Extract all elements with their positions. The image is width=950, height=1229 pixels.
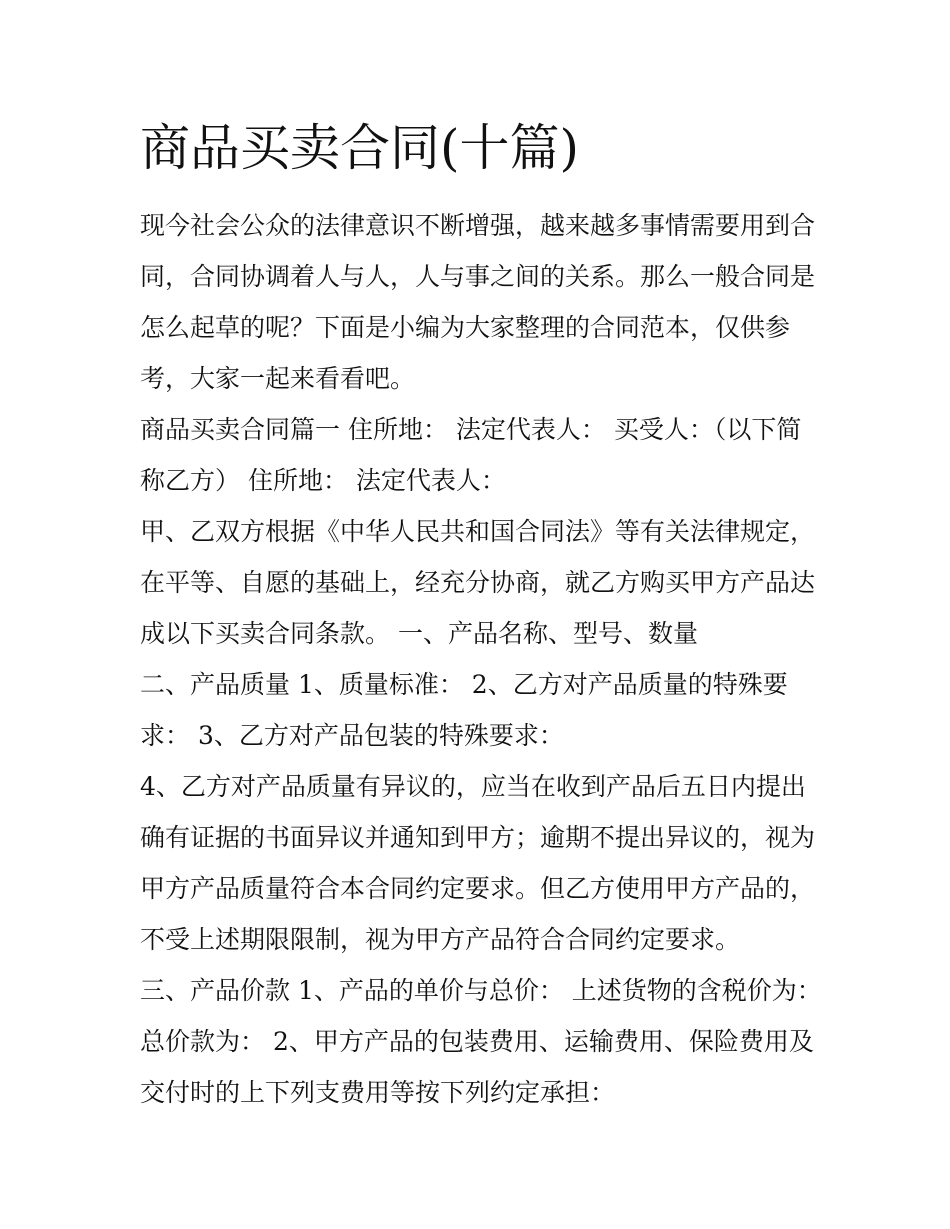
body-line: 三、产品价款 1、产品的单价与总价： 上述货物的含税价为： [140,976,822,1005]
body-line: 交付时的上下列支费用等按下列约定承担： [140,1078,616,1107]
body-line: 在平等、自愿的基础上，经充分协商，就乙方购买甲方产品达 [140,568,816,597]
body-line: 甲方产品质量符合本合同约定要求。但乙方使用甲方产品的， [140,874,816,903]
body-line: 二、产品质量 1、质量标准： 2、乙方对产品质量的特殊要 [140,670,788,699]
body-line: 考，大家一起来看看吧。 [140,364,416,393]
body-line: 4、乙方对产品质量有异议的，应当在收到产品后五日内提出 [140,772,806,801]
body-line: 确有证据的书面异议并通知到甲方；逾期不提出异议的，视为 [140,823,816,852]
body-line: 同，合同协调着人与人，人与事之间的关系。那么一般合同是 [140,262,816,291]
document-body [140,200,830,1118]
body-line: 总价款为： 2、甲方产品的包装费用、运输费用、保险费用及 [140,1027,814,1056]
body-line: 成以下买卖合同条款。 一、产品名称、型号、数量 [140,619,698,648]
body-line: 甲、乙双方根据《中华人民共和国合同法》等有关法律规定， [140,517,816,546]
body-line: 求： 3、乙方对产品包装的特殊要求： [140,721,564,750]
body-line: 不受上述期限限制，视为甲方产品符合合同约定要求。 [140,925,741,954]
body-line: 商品买卖合同篇一 住所地： 法定代表人： 买受人：（以下简 [140,415,802,444]
body-line: 称乙方） 住所地： 法定代表人： [140,466,506,495]
body-line: 现今社会公众的法律意识不断增强，越来越多事情需要用到合 [140,211,816,240]
document-title: 商品买卖合同(十篇) [140,119,580,177]
body-line: 怎么起草的呢？下面是小编为大家整理的合同范本，仅供参 [140,313,791,342]
